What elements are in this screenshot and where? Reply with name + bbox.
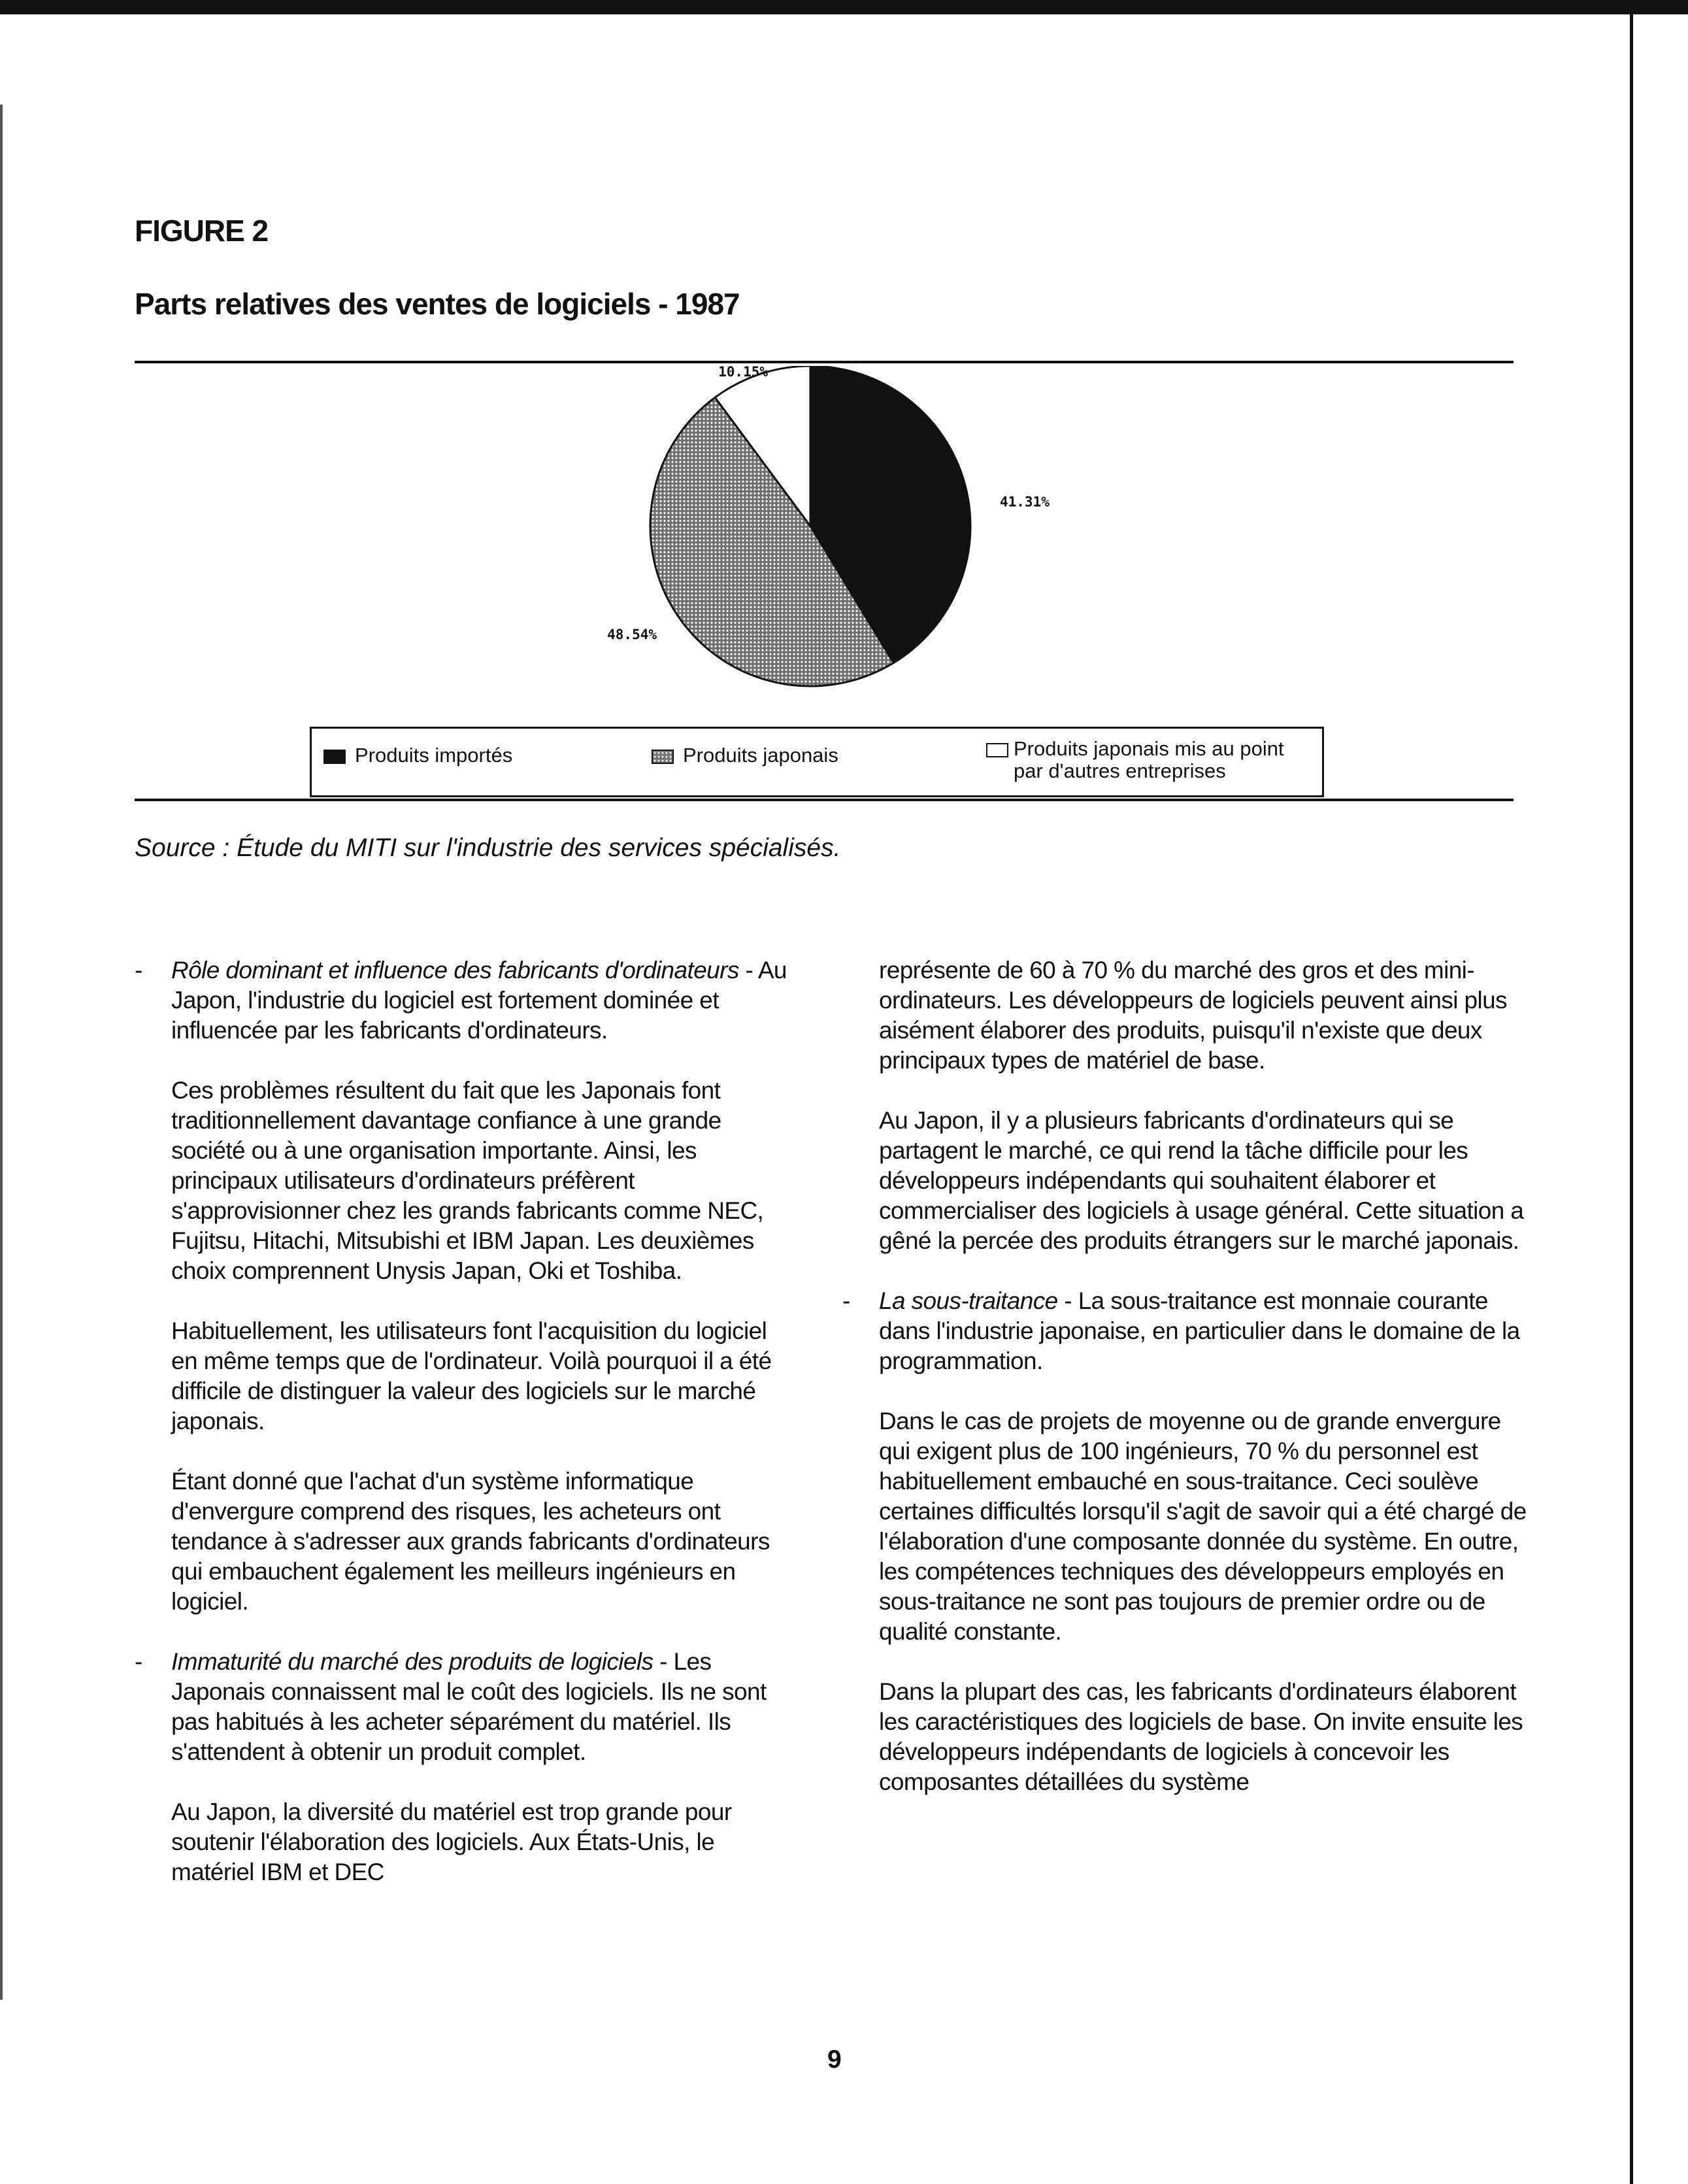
legend-label-other-line2: par d'autres entreprises — [1014, 759, 1226, 782]
paragraph — [135, 955, 788, 1046]
scan-top-border — [0, 0, 1688, 14]
paragraph — [135, 1647, 788, 1767]
left-column — [135, 955, 788, 1917]
bullet-dash: - — [135, 1648, 142, 1675]
legend-swatch-black — [323, 750, 346, 764]
figure-bottom-rule — [135, 799, 1514, 801]
figure-top-rule — [135, 361, 1514, 363]
figure-source: Source : Étude du MITI sur l'industrie des services spécialisés. — [135, 834, 841, 862]
paragraph: Au Japon, la diversité du matériel est trop grande pour soutenir l'élaboration des logiciels. Aux États-Unis, le matériel IBM et DEC — [171, 1798, 732, 1885]
legend-swatch-dotted — [652, 750, 674, 764]
paragraph: Au Japon, il y a plusieurs fabricants d'ordinateurs qui se partagent le marché, ce qui rend la tâche difficile pour les développeurs indépendants qui souhaitent élaborer et commercialiser des logiciels à usage général. Cette situation a gêné la percée des produits étrangers sur le marché japonais. — [879, 1107, 1524, 1254]
scan-left-border — [0, 105, 3, 2000]
paragraph: Étant donné que l'achat d'un système informatique d'envergure comprend des risques, les acheteurs ont tendance à s'adresser aux grands fabricants d'ordinateurs qui embauchent également les meilleurs ingénieurs en logiciel. — [171, 1468, 770, 1615]
paragraph: représente de 60 à 70 % du marché des gros et des mini-ordinateurs. Les développeurs de logiciels peuvent ainsi plus aisément élaborer des produits, puisqu'il n'existe que deux principaux types de matériel de base. — [879, 957, 1507, 1074]
paragraph: Dans le cas de projets de moyenne ou de grande envergure qui exigent plus de 100 ingénieurs, 70 % du personnel est habituellement embauché en sous-traitance. Ceci soulève certaines difficultés lorsqu'il s'agit de savoir qui a été chargé de l'élaboration d'une composante donnée du système. En outre, les compétences techniques des développeurs employés en sous-traitance ne sont pas toujours de premier ordre ou de qualité constante. — [879, 1408, 1527, 1645]
bullet-dash: - — [842, 1287, 850, 1314]
legend-item-japanese — [652, 744, 838, 767]
page-number: 9 — [827, 2045, 842, 2074]
paragraph-text: - Au Japon, l'industrie du logiciel est fortement dominée et influencée par les fabricants d'ordinateurs. — [171, 957, 787, 1044]
bullet-dash: - — [135, 957, 142, 984]
pie-label-1: 41.31% — [1000, 494, 1050, 510]
legend-label-japanese: Produits japonais — [683, 744, 838, 767]
paragraph-heading: La sous-traitance — [879, 1287, 1058, 1314]
legend-swatch-white — [986, 743, 1008, 757]
right-column — [842, 955, 1532, 1827]
paragraph-text: - Les Japonais connaissent mal le coût des logiciels. Ils ne sont pas habitués à les acheter séparément du matériel. Ils s'attendent à obtenir un produit complet. — [171, 1648, 767, 1765]
paragraph — [842, 1286, 1532, 1376]
pie-chart — [549, 366, 1137, 693]
paragraph: Habituellement, les utilisateurs font l'acquisition du logiciel en même temps que de l'ordinateur. Voilà pourquoi il a été difficile de distinguer la valeur des logiciels sur le marché japonais. — [171, 1317, 772, 1434]
legend-item-imported — [323, 744, 512, 767]
scan-right-border — [1630, 14, 1633, 2184]
legend-label-imported: Produits importés — [355, 744, 513, 767]
figure-label: FIGURE 2 — [135, 214, 269, 248]
paragraph: Ces problèmes résultent du fait que les Japonais font traditionnellement davantage confiance à une grande société ou à une organisation importante. Ainsi, les principaux utilisateurs d'ordinateurs préfèrent s'approvisionner chez les grands fabricants comme NEC, Fujitsu, Hitachi, Mitsubishi et IBM Japan. Les deuxièmes choix comprennent Unysis Japan, Oki et Toshiba. — [171, 1077, 764, 1284]
paragraph: Dans la plupart des cas, les fabricants d'ordinateurs élaborent les caractéristiques des logiciels de base. On invite ensuite les développeurs indépendants de logiciels à concevoir les composantes détaillées du système — [879, 1678, 1523, 1795]
chart-legend — [310, 727, 1324, 797]
pie-label-3: 10.15% — [718, 366, 768, 380]
legend-label-other-line1: Produits japonais mis au point — [1014, 737, 1284, 760]
paragraph-heading: Immaturité du marché des produits de logiciels — [171, 1648, 654, 1675]
paragraph-heading: Rôle dominant et influence des fabricants d'ordinateurs — [171, 957, 739, 984]
legend-item-other — [986, 738, 1284, 782]
paragraph-text: - La sous-traitance est monnaie courante dans l'industrie japonaise, en particulier dans le domaine de la programmation. — [879, 1287, 1520, 1374]
pie-label-2: 48.54% — [607, 627, 657, 642]
figure-title: Parts relatives des ventes de logiciels - 1987 — [135, 287, 740, 321]
